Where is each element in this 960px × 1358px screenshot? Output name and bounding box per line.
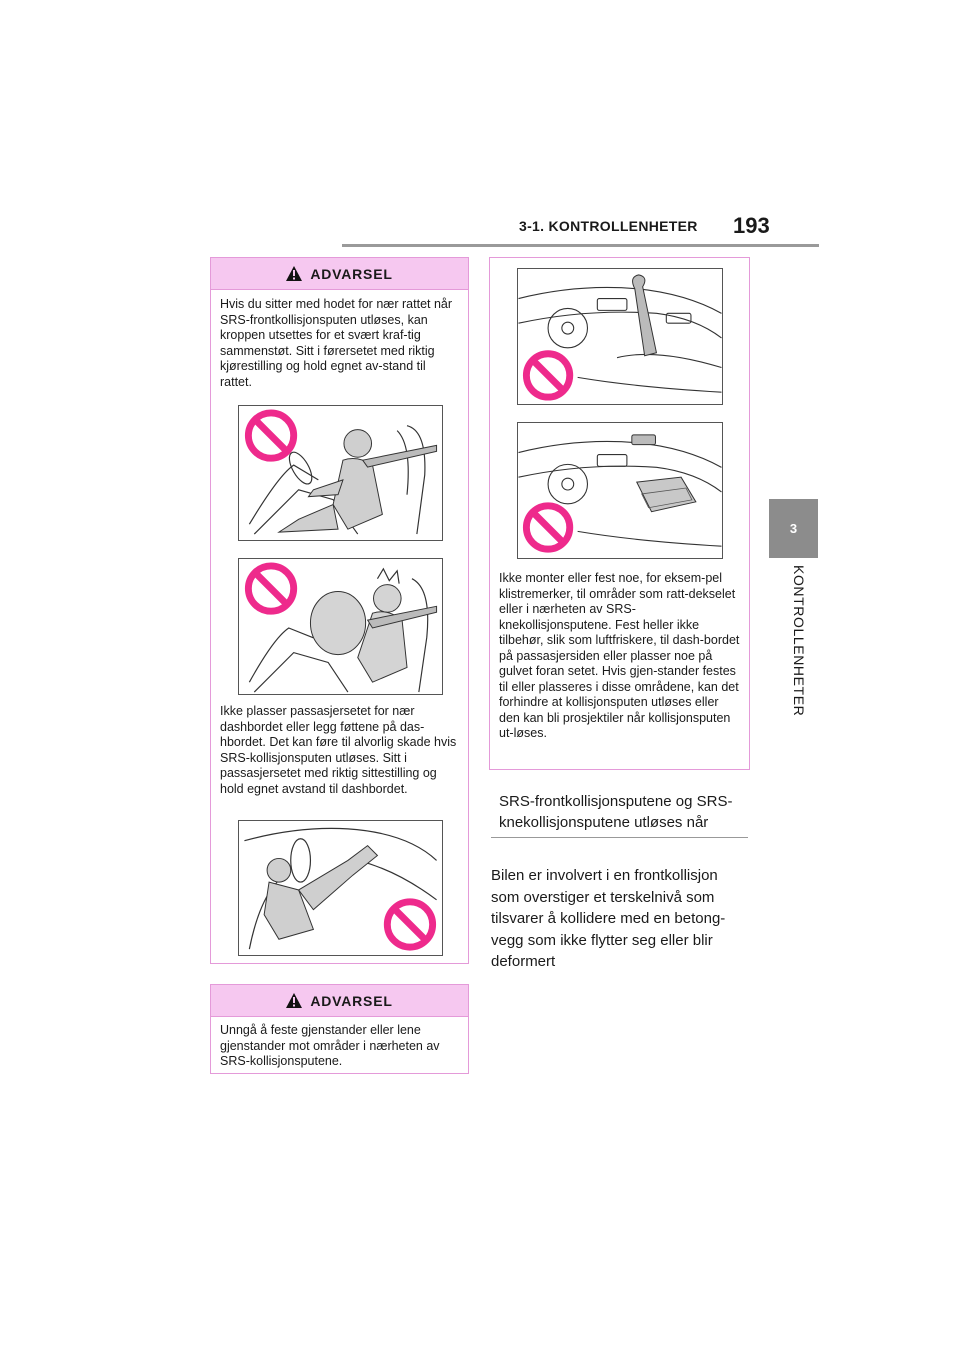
- warning-title: ADVARSEL: [310, 992, 393, 1009]
- srs-body-line: Bilen er involvert i en frontkollisjon: [491, 867, 718, 884]
- warning-box-continued: [489, 257, 750, 770]
- srs-heading: SRS-frontkollisjonsputene og SRS-knekollisjonsputene utløses når: [491, 791, 748, 838]
- warning-box: [210, 984, 469, 1074]
- prohibition-icon: [526, 354, 569, 397]
- illustration-objects-on-floor: [517, 422, 723, 559]
- page-number: 193: [733, 213, 770, 238]
- warning-triangle-icon: [286, 993, 302, 1008]
- warning-text: Ikke plasser passasjersetet for nær dashbordet eller legg føttene på das-hbordet. Det kan føre til alvorlig skade hvis SRS-kollisjonsputen utløses. Sitt i passasjersetet med riktig sittestilling og hold egnet avstand til dashbordet.: [220, 704, 457, 796]
- warning-text: Hvis du sitter med hodet for nær rattet når SRS-frontkollisjonsputen utløses, kan kroppen utsettes for et svært kraf-tig sammenstøt. Sitt i førersetet med riktig kjørestilling og hold egnet av-stand til rattet.: [220, 297, 453, 389]
- warning-title: ADVARSEL: [310, 265, 393, 282]
- header-rule: [342, 244, 819, 247]
- prohibition-icon: [387, 902, 432, 947]
- prohibition-icon: [526, 506, 569, 549]
- chapter-number: 3: [789, 521, 798, 536]
- illustration-driver-too-close: [238, 405, 443, 541]
- srs-body: [491, 865, 751, 973]
- warning-triangle-icon: [286, 266, 302, 281]
- warning-text: Unngå å feste gjenstander eller lene gjenstander mot områder i nærheten av SRS-kollisjonsputene.: [220, 1023, 440, 1068]
- warning-header: [211, 985, 468, 1017]
- warning-header: [211, 258, 468, 290]
- chapter-label: KONTROLLENHETER: [791, 565, 807, 717]
- srs-body-line: som overstiger et terskelnivå som: [491, 888, 715, 906]
- illustration-feet-on-dashboard: [238, 820, 443, 956]
- illustration-airbag-deploy: [238, 558, 443, 695]
- warning-box: [210, 257, 469, 964]
- chapter-tab: [769, 499, 818, 558]
- prohibition-icon: [248, 566, 293, 611]
- warning-text: Ikke monter eller fest noe, for eksem-pel klistremerker, til områder som ratt-dekselet eller i nærheten av SRS-knekollisjonsputene. Fest heller ikke tilbehør, slik som luftfriskere, til dash-bordet på passasjersiden eller plasser noe på gulvet foran setet. Hvis gjen-stander festes til eller plasseres i disse områdene, kan det forhindre at kollisjonsputen utløses eller den kan bli prosjektiler når kollisjonsputen ut-løses.: [499, 571, 740, 740]
- srs-body-line: deformert: [491, 953, 556, 970]
- section-title: 3-1. KONTROLLENHETER: [519, 218, 698, 234]
- srs-body-line: tilsvarer å kollidere med en betong-: [491, 910, 726, 927]
- prohibition-icon: [248, 413, 293, 458]
- srs-body-line: vegg som ikke flytter seg eller blir: [491, 931, 713, 949]
- illustration-air-freshener: [517, 268, 723, 405]
